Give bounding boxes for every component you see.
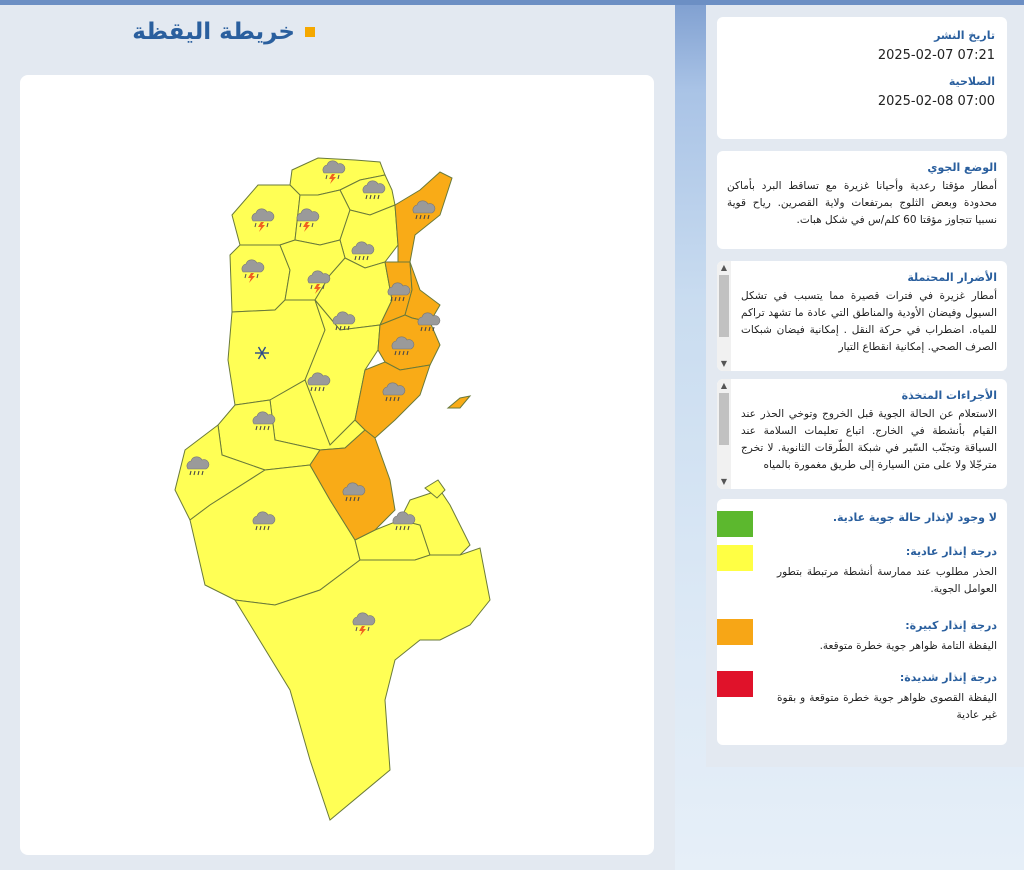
legend-title: لا وجود لإنذار حالة جوية عادية. bbox=[832, 511, 997, 524]
legend-item-yellow bbox=[727, 545, 997, 598]
scroll-down-arrow-icon[interactable]: ▼ bbox=[720, 477, 728, 486]
legend-description: اليقظة التامة ظواهر جوية خطرة متوقعة. bbox=[819, 640, 997, 652]
tunisia-vigilance-map bbox=[20, 75, 654, 855]
legend-title: درجة إنذار كبيرة: bbox=[905, 619, 997, 632]
legend-description: الحذر مطلوب عند ممارسة أنشطة مرتبطة بتطور العوامل الجوية. bbox=[777, 566, 997, 595]
region-manouba-benarous[interactable] bbox=[340, 205, 398, 268]
map-title-row bbox=[132, 19, 315, 45]
legend-card bbox=[717, 499, 1007, 745]
region-sfax[interactable] bbox=[355, 362, 430, 438]
legend-swatch-red bbox=[717, 671, 753, 697]
title-square-icon bbox=[305, 27, 315, 37]
legend-item-orange bbox=[727, 619, 997, 655]
publish-date-value: 07:21 2025-02-07 bbox=[877, 48, 995, 63]
legend-description: اليقظة القصوى ظواهر جوية خطرة متوقعة و بقوة غير عادية bbox=[777, 692, 997, 721]
potential-damage-text: أمطار غزيرة في فترات قصيرة مما يتسبب في تشكل السيول وفيضان الأودية والمناطق التي عادة ما تشهد تراكم للمياه. اضطراب في حركة النقل . إمكانية فيضان شبكات الصرف الصحي. إمكانية انقطاع التيار bbox=[741, 290, 997, 353]
scroll-down-arrow-icon[interactable]: ▼ bbox=[720, 359, 728, 368]
scroll-thumb[interactable] bbox=[719, 393, 729, 445]
region-kerkennah[interactable] bbox=[448, 396, 470, 408]
measures-scrollbar[interactable] bbox=[717, 379, 731, 489]
damage-scrollbar[interactable] bbox=[717, 261, 731, 371]
validity-value: 07:00 2025-02-08 bbox=[877, 94, 995, 109]
page-title: خريطة اليقظة bbox=[132, 19, 295, 45]
map-panel bbox=[0, 5, 675, 870]
scroll-up-arrow-icon[interactable]: ▲ bbox=[720, 381, 728, 390]
region-nabeul[interactable] bbox=[395, 172, 452, 262]
measures-card bbox=[717, 379, 1007, 489]
legend-swatch-orange bbox=[717, 619, 753, 645]
legend-title: درجة إنذار عادية: bbox=[905, 545, 997, 558]
publish-date-label: تاريخ النشر bbox=[934, 29, 995, 42]
dates-card bbox=[717, 17, 1007, 139]
legend-swatch-yellow bbox=[717, 545, 753, 571]
measures-text: الاستعلام عن الحالة الجوية قبل الخروج وتوخي الحذر عند القيام بأنشطة في الخارج. اتباع تعليمات السلامة عند السياقة وتجنّب السّير في شبكة الطّرقات الثانوية. لا تخرج مترجّلا ولا على متن السيارة إلى طريق مغمورة بالمياه bbox=[741, 408, 997, 471]
validity-label: الصلاحية bbox=[948, 75, 995, 88]
scroll-thumb[interactable] bbox=[719, 275, 729, 337]
weather-situation-card bbox=[717, 151, 1007, 249]
weather-situation-title: الوضع الجوي bbox=[927, 161, 997, 174]
legend-swatch-green bbox=[717, 511, 753, 537]
legend-item-green bbox=[727, 511, 997, 524]
potential-damage-card bbox=[717, 261, 1007, 371]
scroll-up-arrow-icon[interactable]: ▲ bbox=[720, 263, 728, 272]
measures-title: الأجراءات المتخذة bbox=[901, 389, 997, 402]
legend-item-red bbox=[727, 671, 997, 724]
weather-situation-text: أمطار مؤقتا رعدية وأحيانا غزيرة مع تساقط البرد بأماكن محدودة وبعض الثلوج بمرتفعات ولاية القصرين. رياح قوية نسبيا تتجاوز مؤقتا 60 كلم/س في شكل هبات. bbox=[727, 180, 997, 226]
region-kef[interactable] bbox=[230, 245, 290, 312]
potential-damage-title: الأضرار المحتملة bbox=[907, 271, 997, 284]
map-card bbox=[20, 75, 654, 855]
legend-title: درجة إنذار شديدة: bbox=[899, 671, 997, 684]
info-panel bbox=[706, 5, 1024, 767]
